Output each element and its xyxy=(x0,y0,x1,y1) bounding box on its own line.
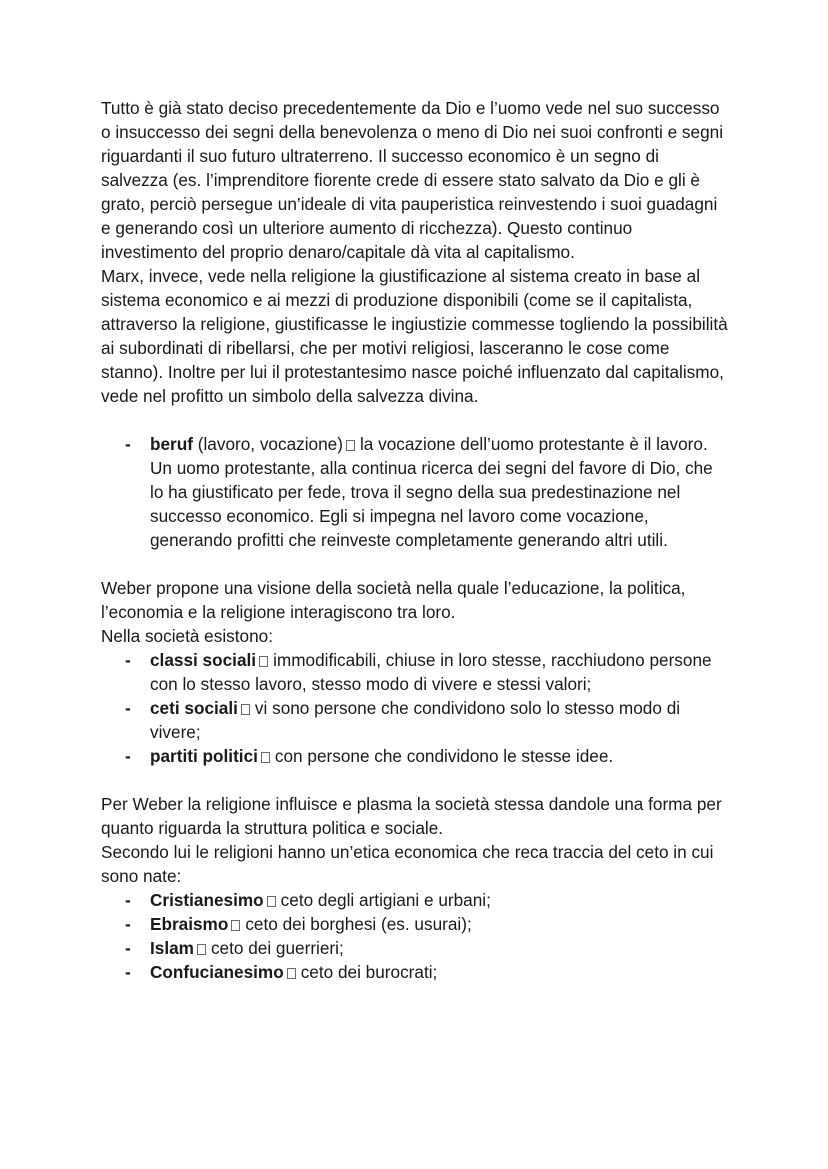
religions-list xyxy=(101,888,728,984)
definition: ceto dei guerrieri; xyxy=(210,938,344,958)
missing-glyph-box-icon xyxy=(197,944,206,955)
definition: ceto dei borghesi (es. usurai); xyxy=(245,914,472,934)
list-item-beruf xyxy=(101,432,728,552)
list-item xyxy=(101,888,728,912)
paragraph-society-intro: Nella società esistono: xyxy=(101,626,273,646)
list-item xyxy=(101,936,728,960)
paragraph-predestination: Tutto è già stato deciso precedentemente da Dio e l’uomo vede nel suo successo o insuccesso dei segni della benevolenza o meno di Dio nei suoi confronti e segni riguardanti il suo futuro ultraterreno. Il successo economico è un segno di salvezza (es. l’imprenditore fiorente crede di essere stato salvato da Dio e gli è grato, perciò persegue un’ideale di vita pauperistica reinvestendo i suoi guadagni e generando così un ulteriore aumento di ricchezza). Questo continuo investimento del proprio denaro/capitale dà vita al capitalismo. xyxy=(101,98,724,262)
bullet-dash: - xyxy=(125,962,131,982)
paragraph-weber-vision: Weber propone una visione della società nella quale l’educazione, la politica, l’economia e la religione interagiscono tra loro. xyxy=(101,578,686,622)
paragraph-weber-religion: Per Weber la religione influisce e plasma la società stessa dandole una forma per quanto riguarda la struttura politica e sociale. xyxy=(101,794,722,838)
missing-glyph-box-icon xyxy=(261,752,270,763)
missing-glyph-box-icon xyxy=(259,656,268,667)
bullet-dash: - xyxy=(125,434,131,454)
bullet-dash: - xyxy=(125,650,131,670)
society-list xyxy=(101,648,728,768)
list-item xyxy=(101,912,728,936)
term: ceti sociali xyxy=(150,698,238,718)
definition: vi sono persone che condividono solo lo stesso modo di vivere; xyxy=(150,698,681,742)
beruf-description: la vocazione dell’uomo protestante è il lavoro. Un uomo protestante, alla continua ricerca dei segni del favore di Dio, che lo ha giustificato per fede, trova il segno della sua predestinazione nel successo economico. Egli si impegna nel lavoro come vocazione, generando profitti che reinveste completamente generando altri utili. xyxy=(150,434,713,550)
bullet-dash: - xyxy=(125,914,131,934)
missing-glyph-box-icon xyxy=(267,896,276,907)
definition: ceto degli artigiani e urbani; xyxy=(280,890,491,910)
missing-glyph-box-icon xyxy=(287,968,296,979)
paragraph-gap xyxy=(101,552,728,576)
paragraph-marx: Marx, invece, vede nella religione la giustificazione al sistema creato in base al sistema economico e ai mezzi di produzione disponibili (come se il capitalista, attraverso la religione, giustificasse le ingiustizie commesse togliendo la possibilità ai subordinati di ribellarsi, che per motivi religiosi, lasceranno le cose come stanno). Inoltre per lui il protestantesimo nasce poiché influenzato dal capitalismo, vede nel profitto un simbolo della salvezza divina. xyxy=(101,266,728,406)
term: Cristianesimo xyxy=(150,890,264,910)
term: Ebraismo xyxy=(150,914,229,934)
term: classi sociali xyxy=(150,650,257,670)
bullet-dash: - xyxy=(125,698,131,718)
list-item xyxy=(101,648,728,696)
missing-glyph-box-icon xyxy=(241,704,250,715)
term: partiti politici xyxy=(150,746,258,766)
definition: con persone che condividono le stesse idee. xyxy=(274,746,614,766)
paragraph-gap xyxy=(101,768,728,792)
missing-glyph-box-icon xyxy=(346,440,355,451)
bullet-dash: - xyxy=(125,746,131,766)
definition: ceto dei burocrati; xyxy=(300,962,438,982)
definition: immodificabili, chiuse in loro stesse, racchiudono persone con lo stesso lavoro, stesso modo di vivere e stessi valori; xyxy=(150,650,712,694)
term-beruf: beruf xyxy=(150,434,193,454)
term: Islam xyxy=(150,938,194,958)
bullet-dash: - xyxy=(125,890,131,910)
missing-glyph-box-icon xyxy=(231,920,240,931)
list-item xyxy=(101,960,728,984)
beruf-translation: (lavoro, vocazione) xyxy=(192,434,343,454)
beruf-list xyxy=(101,432,728,552)
paragraph-gap xyxy=(101,408,728,432)
term: Confucianesimo xyxy=(150,962,284,982)
list-item xyxy=(101,696,728,744)
bullet-dash: - xyxy=(125,938,131,958)
list-item xyxy=(101,744,728,768)
paragraph-economic-ethic: Secondo lui le religioni hanno un’etica economica che reca traccia del ceto in cui sono nate: xyxy=(101,842,714,886)
